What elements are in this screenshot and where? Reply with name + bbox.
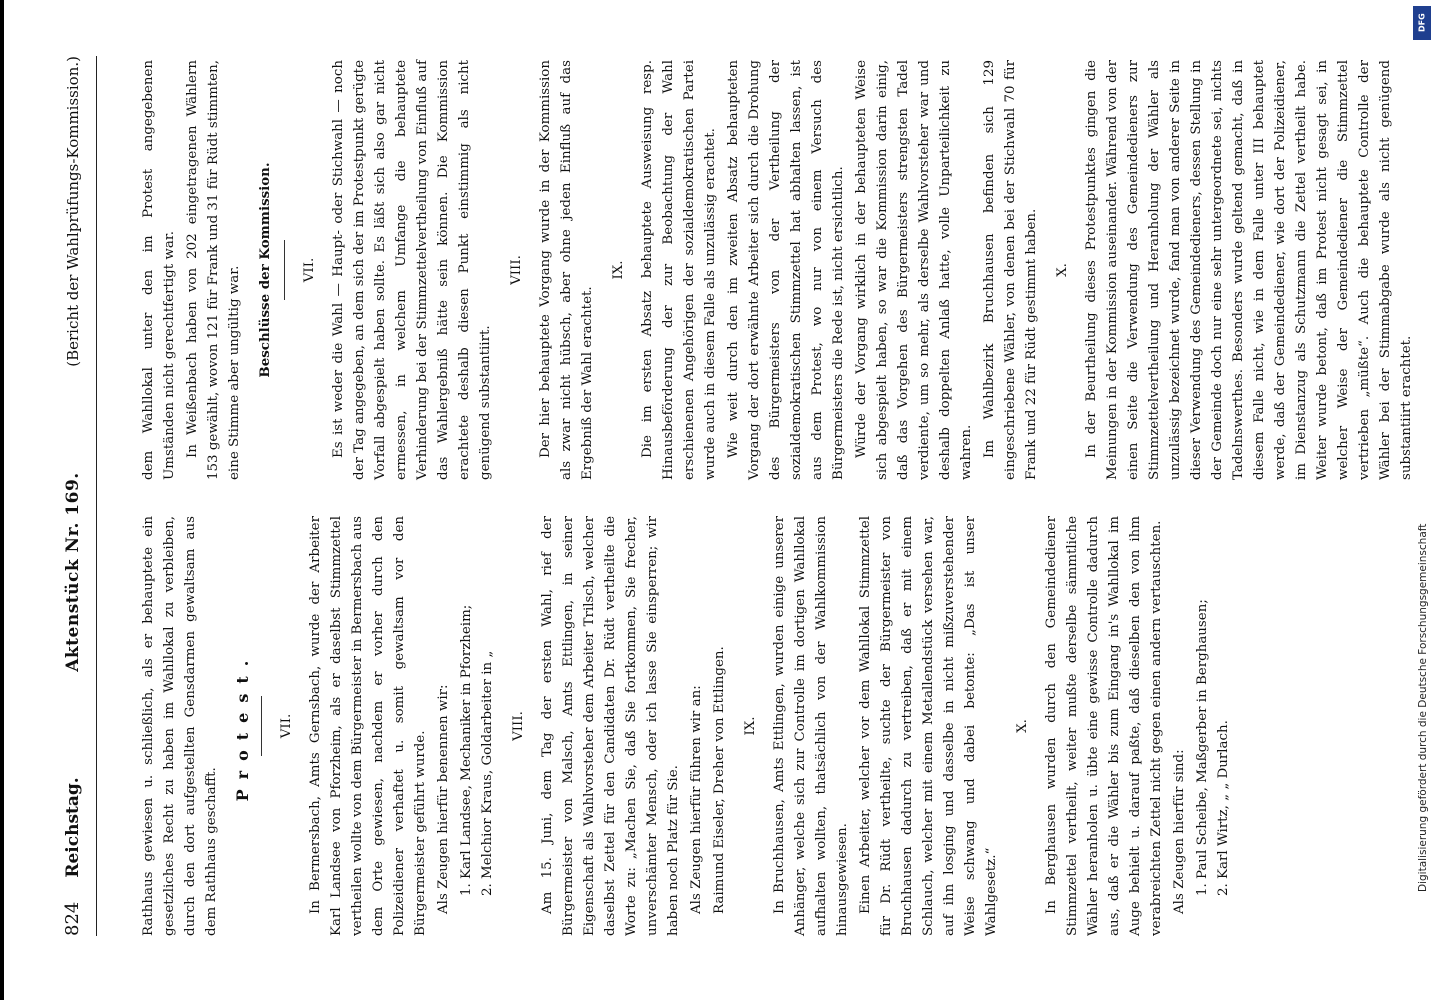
paragraph: In Berghausen wurden durch den Gemeindediener Stimmzettel vertheilt, weiter mußte derselbe sämmtliche Wähler heranholen u. übte eine gewisse Controlle dadurch aus, daß er die Wähler bis zum Eingang in's Wahllokal im Auge behielt u. darauf paßte, daß dieselben den von ihm verabreichten Zettel nicht gegen einen andern vertauschten. [1044, 516, 1164, 936]
commission-heading: Beschlüsse der Kommission. [257, 162, 273, 378]
section-numeral: IX. [611, 260, 626, 280]
witness-intro: Als Zeugen hierfür benennen wir: [436, 684, 451, 914]
paragraph: Rathhaus gewiesen u. schließlich, als er behauptete ein gesetzliches Recht zu haben im Wahllokal zu verbleiben, durch den dort aufgestellten Gensdarmen gewaltsam aus dem Rathhaus geschafft. [141, 516, 219, 936]
section-numeral: VIII. [509, 255, 524, 285]
divider [284, 240, 285, 300]
header-subtitle: (Bericht der Wahlprüfungs-Kommission.) [64, 56, 82, 367]
witness-list [1192, 516, 1234, 936]
witness-intro: Als Zeugen hierfür sind: [1172, 749, 1187, 914]
section-numeral: VII. [279, 713, 294, 739]
dfg-margin-note [1413, 6, 1432, 892]
paragraph: In der Beurtheilung dieses Protestpunktes gingen die Meinungen in der Kommission auseinander. Während von der einen Seite die Verwendung des Gemeindedieners zur Stimmzettelvertheilung und Heranholung der Wähler als unzulässig bezeichnet wurde, fand man von anderer Seite in dieser Verwendung des Gemeindedieners, dessen Stellung in der Gemeinde doch nur eine sehr untergeordnete sei, nichts Tadelnswerthes. Besonders wurde geltend gemacht, daß in diesem Falle nicht, wie in dem Falle unter III behauptet werde, daß der Gemeindediener, wie dort der Polizeidiener, im Dienstanzug als Schutzmann die Zettel vertheilt habe. Weiter wurde betont, daß im Protest nicht gesagt sei, in welcher Weise der Gemeindediener die Stimmzettel vertrieben „müßte“. Auch die behauptete Controlle der Wähler bei der Stimmabgabe wurde als nicht genügend substantiirt erachtet. [1084, 60, 1414, 480]
paragraph: Am 15. Juni, dem Tag der ersten Wahl, rief der Bürgermeister von Malsch, Amts Ettlingen, in seiner Eigenschaft als Wahlvorsteher dem Arbeiter Trilsch, welcher daselbst Zettel für den Candidaten Dr. Rüdt vertheilte die Worte zu: „Machen Sie, daß Sie fortkommen, Sie frecher, unverschämter Mensch, oder ich lasse Sie einsperren; wir haben noch Platz für Sie. [540, 516, 681, 936]
page-header [62, 56, 97, 936]
paragraph: Die im ersten Absatz behauptete Ausweisung resp. Hinausbeförderung der zur Beobachtung der Wahl erschienenen Angehörigen der sozialdemokratischen Partei wurde auch in diesem Falle als unzulässig erachtet. [640, 60, 718, 480]
paragraph: In Bermersbach, Amts Gernsbach, wurde der Arbeiter Karl Landsee von Pforzheim, als er daselbst Stimmzettel vertheilen wollte von dem Bürgermeister in Bermersbach aus dem Orte gewiesen, nachdem er vorher durch den Polizeidiener verhaftet u. somit gewaltsam vor den Bürgermeister geführt wurde. [308, 516, 428, 936]
paragraph: Einen Arbeiter, welcher vor dem Wahllokal Stimmzettel für Dr. Rüdt vertheilte, suchte der Bürgermeister von Bruchhausen dadurch zu vertreiben, daß er mit einem Schlauch, welcher mit einem Metallendstück versehen war, auf ihn losging und dasselbe in nicht mißzuverstehender Weise schwang und dabei betonte: „Das ist unser Wahlgesetz.“ [858, 516, 999, 936]
section-numeral: X. [1015, 719, 1030, 733]
paragraph: Würde der Vorgang wirklich in der behaupteten Weise sich abgespielt haben, so war die Kommission darin einig, daß das Vorgehen des Bürgermeisters strengsten Tadel verdiente, um so mehr, als derselbe Wahlvorsteher war und deshalb doppelten Anlaß hatte, volle Unparteilichkeit zu wahren. [854, 60, 974, 480]
paragraph: Es ist weder die Wahl — Haupt- oder Stichwahl — noch der Tag angegeben, an dem sich der im Protestpunkt gerügte Vorfall abgespielt haben sollte. Es läßt sich also gar nicht ermessen, in welchem Umfange die behauptete Verhinderung bei der Stimmzettelvertheilung von Einfluß auf das Wahlergebniß hätte sein können. Die Kommission erachtete deshalb diesen Punkt einstimmig als nicht genügend substantiirt. [331, 60, 493, 480]
section-numeral: X. [1055, 263, 1070, 277]
section-numeral: VIII. [511, 711, 526, 741]
page-number: 824 [62, 901, 83, 936]
witness-intro: Als Zeugen hierfür führen wir an: [689, 685, 704, 914]
header-title: Aktenstück Nr. 169. [63, 472, 83, 672]
witness-item: 2. Karl Wirtz, „ „ Durlach. [1216, 720, 1231, 896]
right-column [138, 60, 1419, 480]
left-column [138, 516, 1238, 936]
protest-heading: Protest. [233, 650, 252, 802]
section-numeral: VII. [302, 257, 317, 283]
paragraph: Im Wahlbezirk Bruchhausen befinden sich 129 eingeschriebene Wähler, von denen bei der Stichwahl 70 für Frank und 22 für Rüdt gestimmt haben. [982, 60, 1039, 480]
witness-item: Raimund Eiseler, Dreher von Ettlingen. [712, 646, 727, 914]
witness-item: 2. Melchior Kraus, Goldarbeiter in „ [480, 650, 495, 896]
dfg-logo-icon: DFG [1413, 6, 1431, 40]
header-left: Reichstag. [63, 777, 83, 878]
witness-item: 1. Paul Scheibe, Maßgerber in Berghausen; [1195, 599, 1210, 896]
witness-item: 1. Karl Landsee, Mechaniker in Pforzheim; [459, 604, 474, 896]
witness-list [456, 516, 498, 936]
paragraph: Wie weit durch den im zweiten Absatz behaupteten Vorgang der dort erwähnte Arbeiter sich durch die Drohung des Bürgermeisters von der Vertheilung der sozialdemokratischen Stimmzettel hat abhalten lassen, ist aus dem Protest, wo nur von einem Versuch des Bürgermeisters die Rede ist, nicht ersichtlich. [726, 60, 846, 480]
paragraph: Der hier behauptete Vorgang wurde in der Kommission als zwar nicht hübsch, aber ohne jeden Einfluß auf das Ergebniß der Wahl erachtet. [538, 60, 595, 480]
divider [261, 696, 262, 756]
dfg-funding-note: Digitalisierung gefördert durch die Deutsche Forschungsgemeinschaft [1417, 523, 1429, 892]
paragraph: dem Wahllokal unter den im Protest angegebenen Umständen nicht gerechtfertigt war. [141, 60, 177, 480]
section-numeral: IX. [743, 716, 758, 736]
paragraph: In Weißenbach haben von 202 eingetragenen Wählern 153 gewählt, wovon 121 für Frank und 31 für Rüdt stimmten, eine Stimme aber ungültig war. [185, 60, 242, 480]
paragraph: In Bruchhausen, Amts Ettlingen, wurden einige unserer Anhänger, welche sich zur Controlle im dortigen Wahllokal aufhalten wollten, thatsächlich von der Wahlkommission hinausgewiesen. [772, 516, 850, 936]
